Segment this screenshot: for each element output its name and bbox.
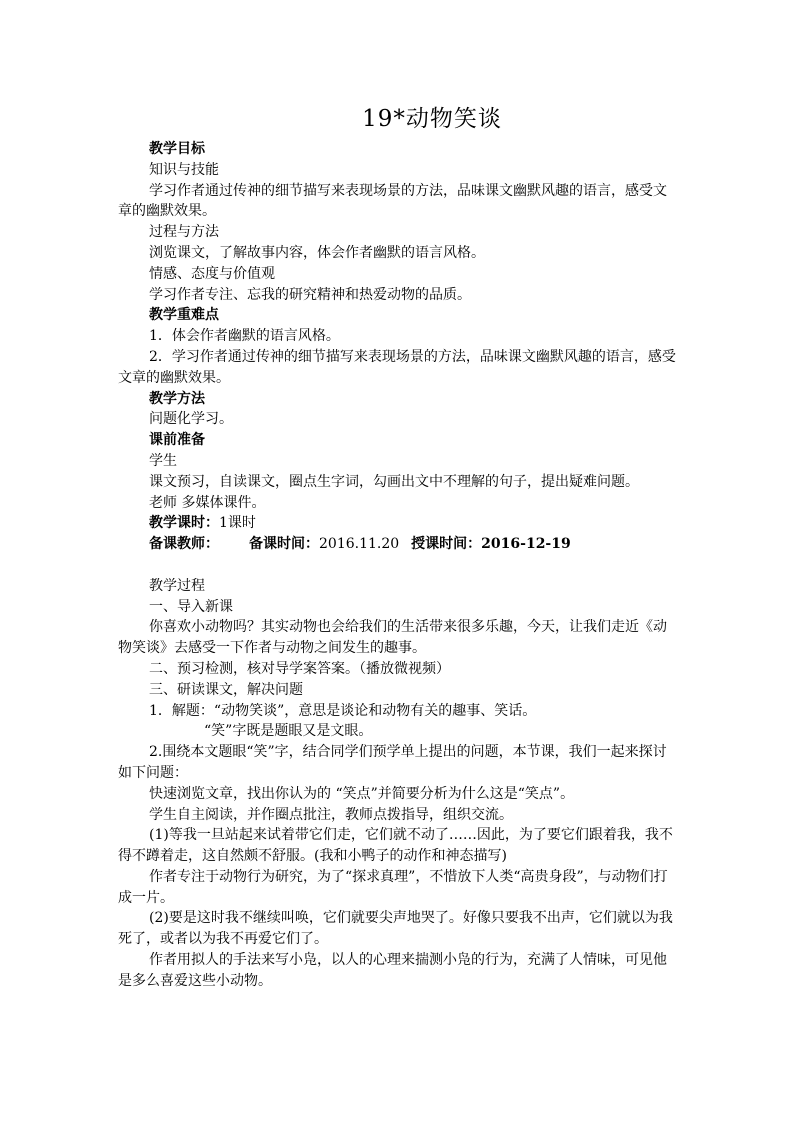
process-label: 过程与方法: [149, 224, 219, 241]
hours-row: [118, 513, 676, 534]
class-time-value: 2016-12-19: [481, 536, 571, 553]
knowledge-label: 知识与技能: [149, 161, 219, 178]
method-text: 问题化学习。: [149, 411, 233, 428]
step-1: 一、导入新课: [149, 598, 233, 615]
objectives-heading: 教学目标: [149, 141, 205, 157]
process-text: 浏览课文，了解故事内容，体会作者幽默的语言风格。: [149, 244, 485, 261]
class-time-label: 授课时间：: [411, 536, 482, 553]
hours-value: 1课时: [219, 515, 256, 532]
question-2: 2.围绕本文题眼“笑”字，结合同学们预学单上提出的问题，本节课，我们一起来探讨如下问题：: [118, 744, 667, 781]
method-heading: 教学方法: [149, 390, 205, 407]
process-heading: 教学过程: [149, 577, 205, 594]
document-body: [118, 139, 676, 992]
example-1: (1)等我一旦站起来试着带它们走，它们就不动了……因此，为了要它们跟着我，我不得不蹲着走，这自然颇不舒服。(我和小鸭子的动作和神态描写): [118, 827, 673, 865]
hours-label: 教学课时：: [149, 515, 219, 532]
step-2: 二、预习检测，核对导学案答案。（播放微视频）: [149, 660, 450, 677]
knowledge-text: 学习作者通过传神的细节描写来表现场景的方法，品味课文幽默风趣的语言，感受文章的幽默效果。: [118, 182, 667, 220]
teacher-label: 备课教师：: [149, 536, 219, 553]
student-label: 学生: [149, 452, 177, 469]
key-point-2: 2．学习作者通过传神的细节描写来表现场景的方法，品味课文幽默风趣的语言，感受文章的幽默效果。: [118, 348, 676, 386]
emotion-label: 情感、态度与价值观: [149, 265, 275, 282]
prep-time-label: 备课时间：: [249, 536, 319, 553]
teacher-prep-text: 老师 多媒体课件。: [149, 494, 266, 511]
prep-heading: 课前准备: [149, 432, 205, 449]
page-title: 19*动物笑谈: [362, 106, 502, 132]
emotion-text: 学习作者专注、忘我的研究精神和热爱动物的品质。: [149, 286, 471, 303]
question-2-activity: 学生自主阅读，并作圈点批注，教师点拨指导，组织交流。: [149, 806, 513, 823]
key-point-1: 1．体会作者幽默的语言风格。: [149, 328, 340, 345]
prep-time-value: 2016.11.20: [319, 536, 400, 553]
student-prep-text: 课文预习，自读课文，圈点生字词，勾画出文中不理解的句子，提出疑难问题。: [149, 473, 639, 490]
example-1-analysis: 作者专注于动物行为研究，为了“探求真理”，不惜放下人类“高贵身段”，与动物们打成一片。: [118, 868, 668, 906]
example-2: (2)要是这时我不继续叫唤，它们就要尖声地哭了。好像只要我不出声，它们就以为我死了，或者以为我不再爱它们了。: [118, 910, 673, 948]
example-2-analysis: 作者用拟人的手法来写小凫，以人的心理来揣测小凫的行为，充满了人情味，可见他是多么喜爱这些小动物。: [118, 952, 667, 989]
question-1: 1．解题：“动物笑谈”，意思是谈论和动物有关的趣事、笑话。: [149, 702, 537, 719]
step-1-text: 你喜欢小动物吗？其实动物也会给我们的生活带来很多乐趣，今天，让我们走近《动物笑谈》去感受一下作者与动物之间发生的趣事。: [118, 619, 667, 657]
question-2-task: 快速浏览文章，找出你认为的 “笑点”并简要分析为什么这是“笑点”。: [149, 785, 575, 802]
key-points-heading: 教学重难点: [149, 307, 219, 324]
step-3: 三、研读课文，解决问题: [149, 681, 303, 698]
schedule-row: [118, 534, 676, 555]
question-1-note: “笑”字既是题眼又是文眼。: [204, 723, 373, 740]
